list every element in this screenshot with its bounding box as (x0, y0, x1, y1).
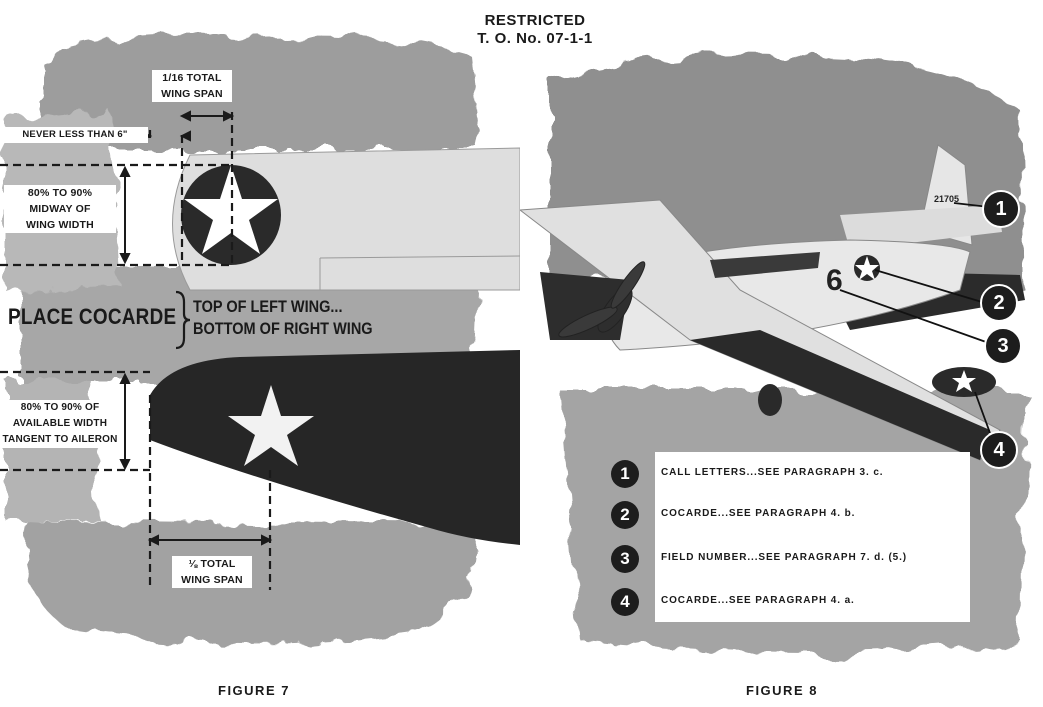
legend-item-1 (620, 460, 1015, 488)
classification-header: RESTRICTED (484, 12, 586, 29)
legend-item-2 (620, 501, 1015, 529)
label-bottom-wing-width: 80% TO 90% OF AVAILABLE WIDTH TANGENT TO AILERON (0, 400, 120, 448)
landing-wheel (758, 384, 782, 416)
bottom-wing-shape (150, 350, 520, 545)
figure-8-legend (620, 452, 970, 622)
legend-number-1: 1 (611, 460, 639, 488)
legend-text-4: COCARDE...SEE PARAGRAPH 4. a. (661, 595, 855, 606)
figure-7-caption: FIGURE 7 (218, 683, 290, 698)
legend-number-2: 2 (611, 501, 639, 529)
wing-placement-text (193, 296, 373, 340)
aircraft-serial: 21705 (934, 194, 960, 204)
label-span-bottom: ⅛ TOTAL WING SPAN (172, 556, 252, 588)
legend-number-4: 4 (611, 588, 639, 616)
legend-number-3: 3 (611, 545, 639, 573)
label-top-wing-width: 80% TO 90% MIDWAY OF WING WIDTH (4, 185, 116, 233)
callout-1: 1 (982, 190, 1020, 228)
legend-text-1: CALL LETTERS...SEE PARAGRAPH 3. c. (661, 467, 884, 478)
label-never-less: NEVER LESS THAN 6" (2, 127, 148, 143)
legend-text-3: FIELD NUMBER...SEE PARAGRAPH 7. d. (5.) (661, 552, 908, 563)
place-cocarde-label: PLACE COCARDE (8, 304, 177, 329)
document-number: T. O. No. 07-1-1 (477, 30, 593, 47)
callout-4: 4 (980, 431, 1018, 469)
callout-3: 3 (984, 327, 1022, 365)
label-span-top: 1/16 TOTAL WING SPAN (152, 70, 232, 102)
legend-text-2: COCARDE...SEE PARAGRAPH 4. b. (661, 508, 856, 519)
figure-8-caption: FIGURE 8 (746, 683, 818, 698)
wing-line-top-left: TOP OF LEFT WING... (193, 298, 343, 316)
legend-item-3 (620, 545, 1015, 573)
callout-2: 2 (980, 284, 1018, 322)
wing-line-bottom-right: BOTTOM OF RIGHT WING (193, 320, 373, 338)
field-number: 6 (826, 264, 843, 297)
legend-item-4 (620, 588, 1015, 616)
